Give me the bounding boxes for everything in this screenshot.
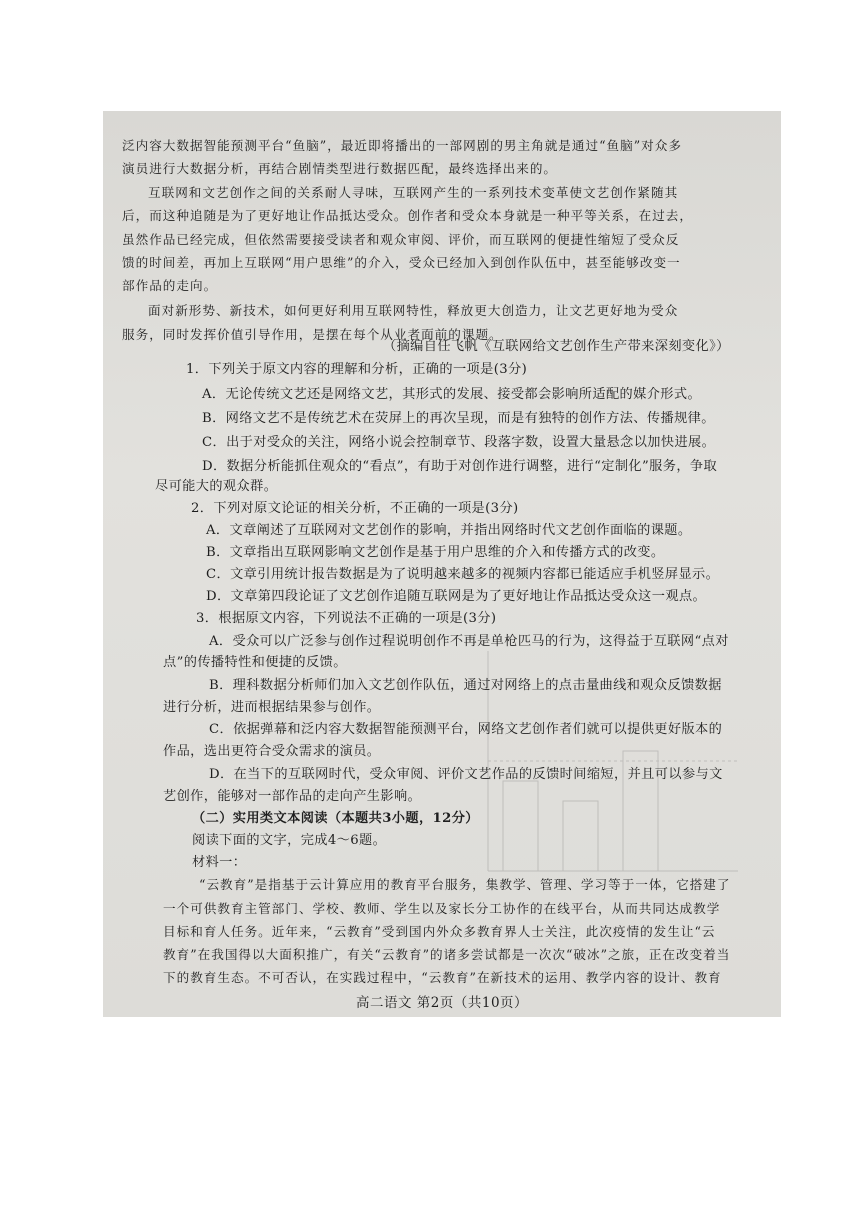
- option-b-cont: 进行分析，进而根据结果参与创作。: [163, 700, 381, 715]
- passage-line: 互联网和文艺创作之间的关系耐人寻味，互联网产生的一系列技术变革使文艺创作紧随其: [148, 185, 679, 200]
- passage-line: 目标和育人任务。近年来，“云教育”受到国内外众多教育界人士关注，此次疫情的发生让“云: [163, 924, 716, 939]
- question-1: 1．下列关于原文内容的理解和分析，正确的一项是(3分): [186, 362, 528, 377]
- bleed-through-chart: [418, 631, 748, 891]
- page-footer: 高二语文 第2页（共10页）: [355, 995, 529, 1011]
- option-d-cont: 艺创作，能够对一部作品的走向产生影响。: [163, 789, 422, 804]
- instructions: 阅读下面的文字，完成4～6题。: [192, 833, 387, 848]
- option-a: A．受众可以广泛参与创作过程说明创作不再是单枪匹马的行为，这得益于互联网“点对: [209, 634, 729, 649]
- passage-line: 一个可供教育主管部门、学校、教师、学生以及家长分工协作的在线平台，从而共同达成教学: [163, 901, 721, 916]
- section-heading: （二）实用类文本阅读（本题共3小题，12分）: [192, 811, 479, 826]
- option-b: B．理科数据分析师们加入文艺创作队伍，通过对网络上的点击量曲线和观众反馈数据: [209, 678, 722, 693]
- passage-line: 教育”在我国得以大面积推广，有关“云教育”的诸多尝试都是一次次“破冰”之旅，正在改变着当: [163, 947, 731, 962]
- passage-line: 部作品的走向。: [122, 278, 218, 293]
- option-c: C．文章引用统计报告数据是为了说明越来越多的视频内容都已能适应手机竖屏显示。: [206, 567, 720, 582]
- passage-line: “云教育”是指基于云计算应用的教育平台服务，集教学、管理、学习等于一体，它搭建了: [199, 877, 731, 892]
- option-c: C．依据弹幕和泛内容大数据智能预测平台，网络文艺创作者们就可以提供更好版本的: [209, 722, 723, 737]
- source-citation: （摘编自任飞帆《互联网给文艺创作生产带来深刻变化》）: [383, 339, 730, 354]
- question-3: 3．根据原文内容，下列说法不正确的一项是(3分): [196, 611, 497, 626]
- question-2: 2．下列对原文论证的相关分析，不正确的一项是(3分): [191, 501, 519, 516]
- passage-line: 演员进行大数据分析，再结合剧情类型进行数据匹配，最终选择出来的。: [122, 161, 557, 176]
- option-a: A．无论传统文艺还是网络文艺，其形式的发展、接受都会影响所适配的媒介形式。: [202, 387, 702, 402]
- option-c: C．出于对受众的关注，网络小说会控制章节、段落字数，设置大量悬念以加快进展。: [202, 435, 716, 450]
- passage-line: 泛内容大数据智能预测平台“鱼脑”，最近即将播出的一部网剧的男主角就是通过“鱼脑”对众多: [122, 138, 682, 153]
- passage-line: 下的教育生态。不可否认，在实践过程中，“云教育”在新技术的运用、教学内容的设计、教育: [163, 970, 722, 985]
- material-label: 材料一：: [192, 855, 247, 870]
- passage-line: 馈的时间差，再加上互联网“用户思维”的介入，受众已经加入到创作队伍中，甚至能够改变一: [122, 255, 681, 270]
- passage-line: 虽然作品已经完成，但依然需要接受读者和观众审阅、评价，而互联网的便捷性缩短了受众反: [122, 232, 680, 247]
- option-d: D．文章第四段论证了文艺创作追随互联网是为了更好地让作品抵达受众这一观点。: [206, 589, 707, 604]
- passage-line: 面对新形势、新技术，如何更好利用互联网特性，释放更大创造力，让文艺更好地为受众: [148, 303, 679, 318]
- exam-page: [103, 111, 781, 1017]
- option-d-cont: 尽可能大的观众群。: [155, 479, 278, 494]
- option-d: D．在当下的互联网时代，受众审阅、评价文艺作品的反馈时间缩短，并且可以参与文: [209, 767, 723, 782]
- option-b: B．文章指出互联网影响文艺创作是基于用户思维的介入和传播方式的改变。: [206, 545, 665, 560]
- passage-line: 后，而这种追随是为了更好地让作品抵达受众。创作者和受众本身就是一种平等关系，在过去，: [122, 208, 693, 223]
- option-a: A．文章阐述了互联网对文艺创作的影响，并指出网络时代文艺创作面临的课题。: [206, 523, 692, 538]
- option-d: D．数据分析能抓住观众的“看点”，有助于对创作进行调整，进行“定制化”服务，争取: [202, 459, 718, 474]
- option-c-cont: 作品，选出更符合受众需求的演员。: [163, 744, 381, 759]
- passage-line: 服务，同时发挥价值引导作用，是摆在每个从业者面前的课题。: [122, 327, 503, 342]
- option-a-cont: 点”的传播特性和便捷的反馈。: [163, 655, 347, 670]
- option-b: B．网络文艺不是传统艺术在荧屏上的再次呈现，而是有独特的创作方法、传播规律。: [202, 411, 715, 426]
